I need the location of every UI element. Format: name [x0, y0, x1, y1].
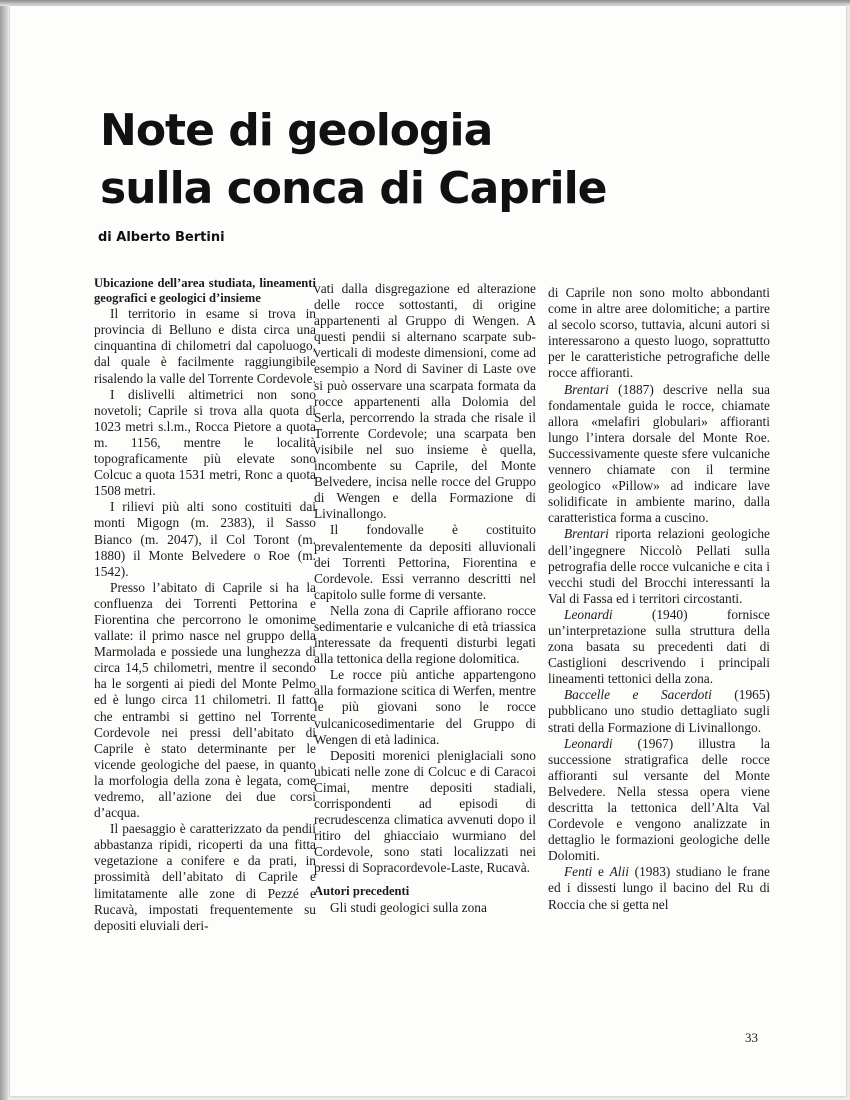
- title-line-2: sulla conca di Caprile: [100, 163, 607, 214]
- paragraph: Presso l’abitato di Caprile si ha la confluenza dei Torrenti Pettorina e Fiorentina che percorrono le omonime vallate: il primo nasce nel gruppo della Marmolada e possiede una lunghezza di circa 14,5 chilometri, mentre il secondo ha le sorgenti ai piedi del Monte Pelmo ed è lungo circa 11 chilometri. Il fatto che entrambi si gettino nel Torrente Cordevole nei pressi dell’abitato di Caprile è stato determinante per le vicende geologiche del paese, in quanto la morfologia della zona è legata, come vedremo, all’azione dei due corsi d’acqua.: [94, 579, 316, 821]
- author-name: Brentari: [564, 381, 609, 397]
- paragraph: I rilievi più alti sono costituiti dai monti Migogn (m. 2383), il Sasso Bianco (m. 2047), il Col Toront (m. 1880) il Monte Belvedere o Roe (m. 1542).: [94, 499, 316, 579]
- article-title: [100, 102, 607, 218]
- paragraph: Gli studi geologici sulla zona: [330, 900, 487, 916]
- paragraph-text: (1940) fornisce un’interpretazione sulla struttura della zona basata su precedenti dati di Castiglioni descrivendo i principali lineamenti tettonici della zona.: [548, 606, 770, 687]
- text-column-1: [94, 276, 316, 934]
- paragraph: [548, 687, 770, 735]
- paragraph: [548, 736, 770, 865]
- page-number: 33: [745, 1030, 758, 1045]
- text-column-2: [314, 281, 536, 916]
- paragraph: [548, 864, 770, 912]
- paragraph: [548, 526, 770, 606]
- author-name: Leonardi: [564, 735, 613, 751]
- conjunction: e: [592, 864, 610, 880]
- paragraph: [548, 607, 770, 687]
- paragraph-text: riporta relazioni geologiche dell’ingegnere Niccolò Pellati sulla petrografia delle rocce vulcaniche e cita i vecchi studi del Brocchi interessanti la Val di Fassa ed i territori circostanti.: [548, 526, 770, 606]
- paragraph: Il territorio in esame si trova in provincia di Belluno e dista circa una cinquantina di chilometri dal capoluogo, dal quale è facilmente raggiungibile risalendo la valle del Torrente Cordevole.: [94, 306, 316, 386]
- author-name: Fenti: [564, 864, 593, 880]
- paragraph: Le rocce più antiche appartengono alla formazione scitica di Werfen, mentre le più giovani sono le rocce vulcanicosedimentarie del Gruppo di Wengen di età ladinica.: [314, 667, 536, 747]
- paragraph-continued: vati dalla disgregazione ed alterazione delle rocce sottostanti, di origine appartenenti al Gruppo di Wengen. A questi pendii si alternano scarpate sub-verticali di modeste dimensioni, come ad esempio a Nord di Saviner di Laste ove si può osservare una scarpata formata da rocce appartenenti alla Dolomia del Serla, percorrendo la strada che risale il Torrente Cordevole; una scarpata ben visibile nel suo insieme è quella, incombente su Caprile, del Monte Belvedere, incisa nelle rocce del Gruppo di Wengen e della Formazione di Livinallongo.: [314, 281, 536, 522]
- paragraph-continued: di Caprile non sono molto abbondanti come in altre aree dolomitiche; a partire al secolo scorso, tuttavia, alcuni autori si interessarono a questo luogo, soprattutto per le caratteristiche petrografiche delle rocce affioranti.: [548, 285, 770, 381]
- author-name: Brentari: [564, 526, 609, 542]
- paragraph: Il fondovalle è costituito prevalentemente da depositi alluvionali dei Torrenti Pettorina, Fiorentina e Cordevole. Essi verranno descritti nel capitolo sulle forme di versante.: [314, 522, 536, 602]
- paragraph-text: (1965) pubblicano uno studio dettagliato sugli strati della Formazione di Livinallongo.: [548, 687, 770, 735]
- article-byline: di Alberto Bertini: [98, 230, 225, 245]
- author-name: Leonardi: [564, 606, 613, 622]
- paragraph: Nella zona di Caprile affiorano rocce sedimentarie e vulcaniche di età triassica interessate da frequenti disturbi legati alla tettonica della regione dolomitica.: [314, 602, 536, 667]
- text-column-3: [548, 285, 770, 913]
- paragraph-text: (1967) illustra la successione stratigrafica delle rocce affioranti sul versante del Monte Belvedere. Nella stessa opera viene descritta la tettonica dell’Alta Val Cordevole e vengono analizzate in dettaglio le formazioni geologiche delle Dolomiti.: [548, 735, 770, 864]
- title-line-1: Note di geologia: [100, 105, 493, 156]
- section-heading-previous-authors: Autori precedenti: [314, 884, 410, 899]
- author-name: Alii: [609, 864, 629, 880]
- paragraph: Il paesaggio è caratterizzato da pendii abbastanza ripidi, ricoperti da una fitta vegetazione a conifere e da prati, in prossimità dell’abitato di Caprile e limitatamente alle zone di Pezzé e Rucavà, impostati frequentemente su depositi eluviali deri-: [94, 821, 316, 933]
- paragraph: [548, 382, 770, 527]
- paragraph: I dislivelli altimetrici non sono novetoli; Caprile si trova alla quota di 1023 metri s.l.m., Rocca Pietore a quota m. 1156, mentre le località topograficamente più elevate sono Colcuc a quota 1531 metri, Ronc a quota 1508 metri.: [94, 386, 316, 499]
- paragraph: Depositi morenici pleniglaciali sono ubicati nelle zone di Colcuc e di Caracoi Cimai, mentre depositi stadiali, corrispondenti ad episodi di recrudescenza climatica avvenuti dopo il ritiro del ghiacciaio wurmiano del Cordevole, sono stati localizzati nei pressi di Sopracordevole-Laste, Rucavà.: [314, 747, 536, 876]
- section-heading-location: Ubicazione dell’area studiata, lineamenti geografici e geologici d’insieme: [94, 276, 316, 305]
- scan-edge-shadow: [0, 0, 8, 1100]
- paragraph-text: (1983) studiano le frane ed i dissesti lungo il bacino del Ru di Roccia che si getta nel: [548, 864, 770, 912]
- author-name: Baccelle e Sacerdoti: [564, 687, 712, 703]
- paragraph-text: (1887) descrive nella sua fondamentale guida le rocce, chiamate allora «melafiri globulari» affioranti lungo l’intera dorsale del Monte Roe. Successivamente queste sfere vulcaniche vennero chiamate con il termine geologico «Pillow» ad indicare lave solidificate in ambiente marino, dalla caratteristica forma a cuscino.: [548, 381, 770, 526]
- document-page: [10, 6, 846, 1096]
